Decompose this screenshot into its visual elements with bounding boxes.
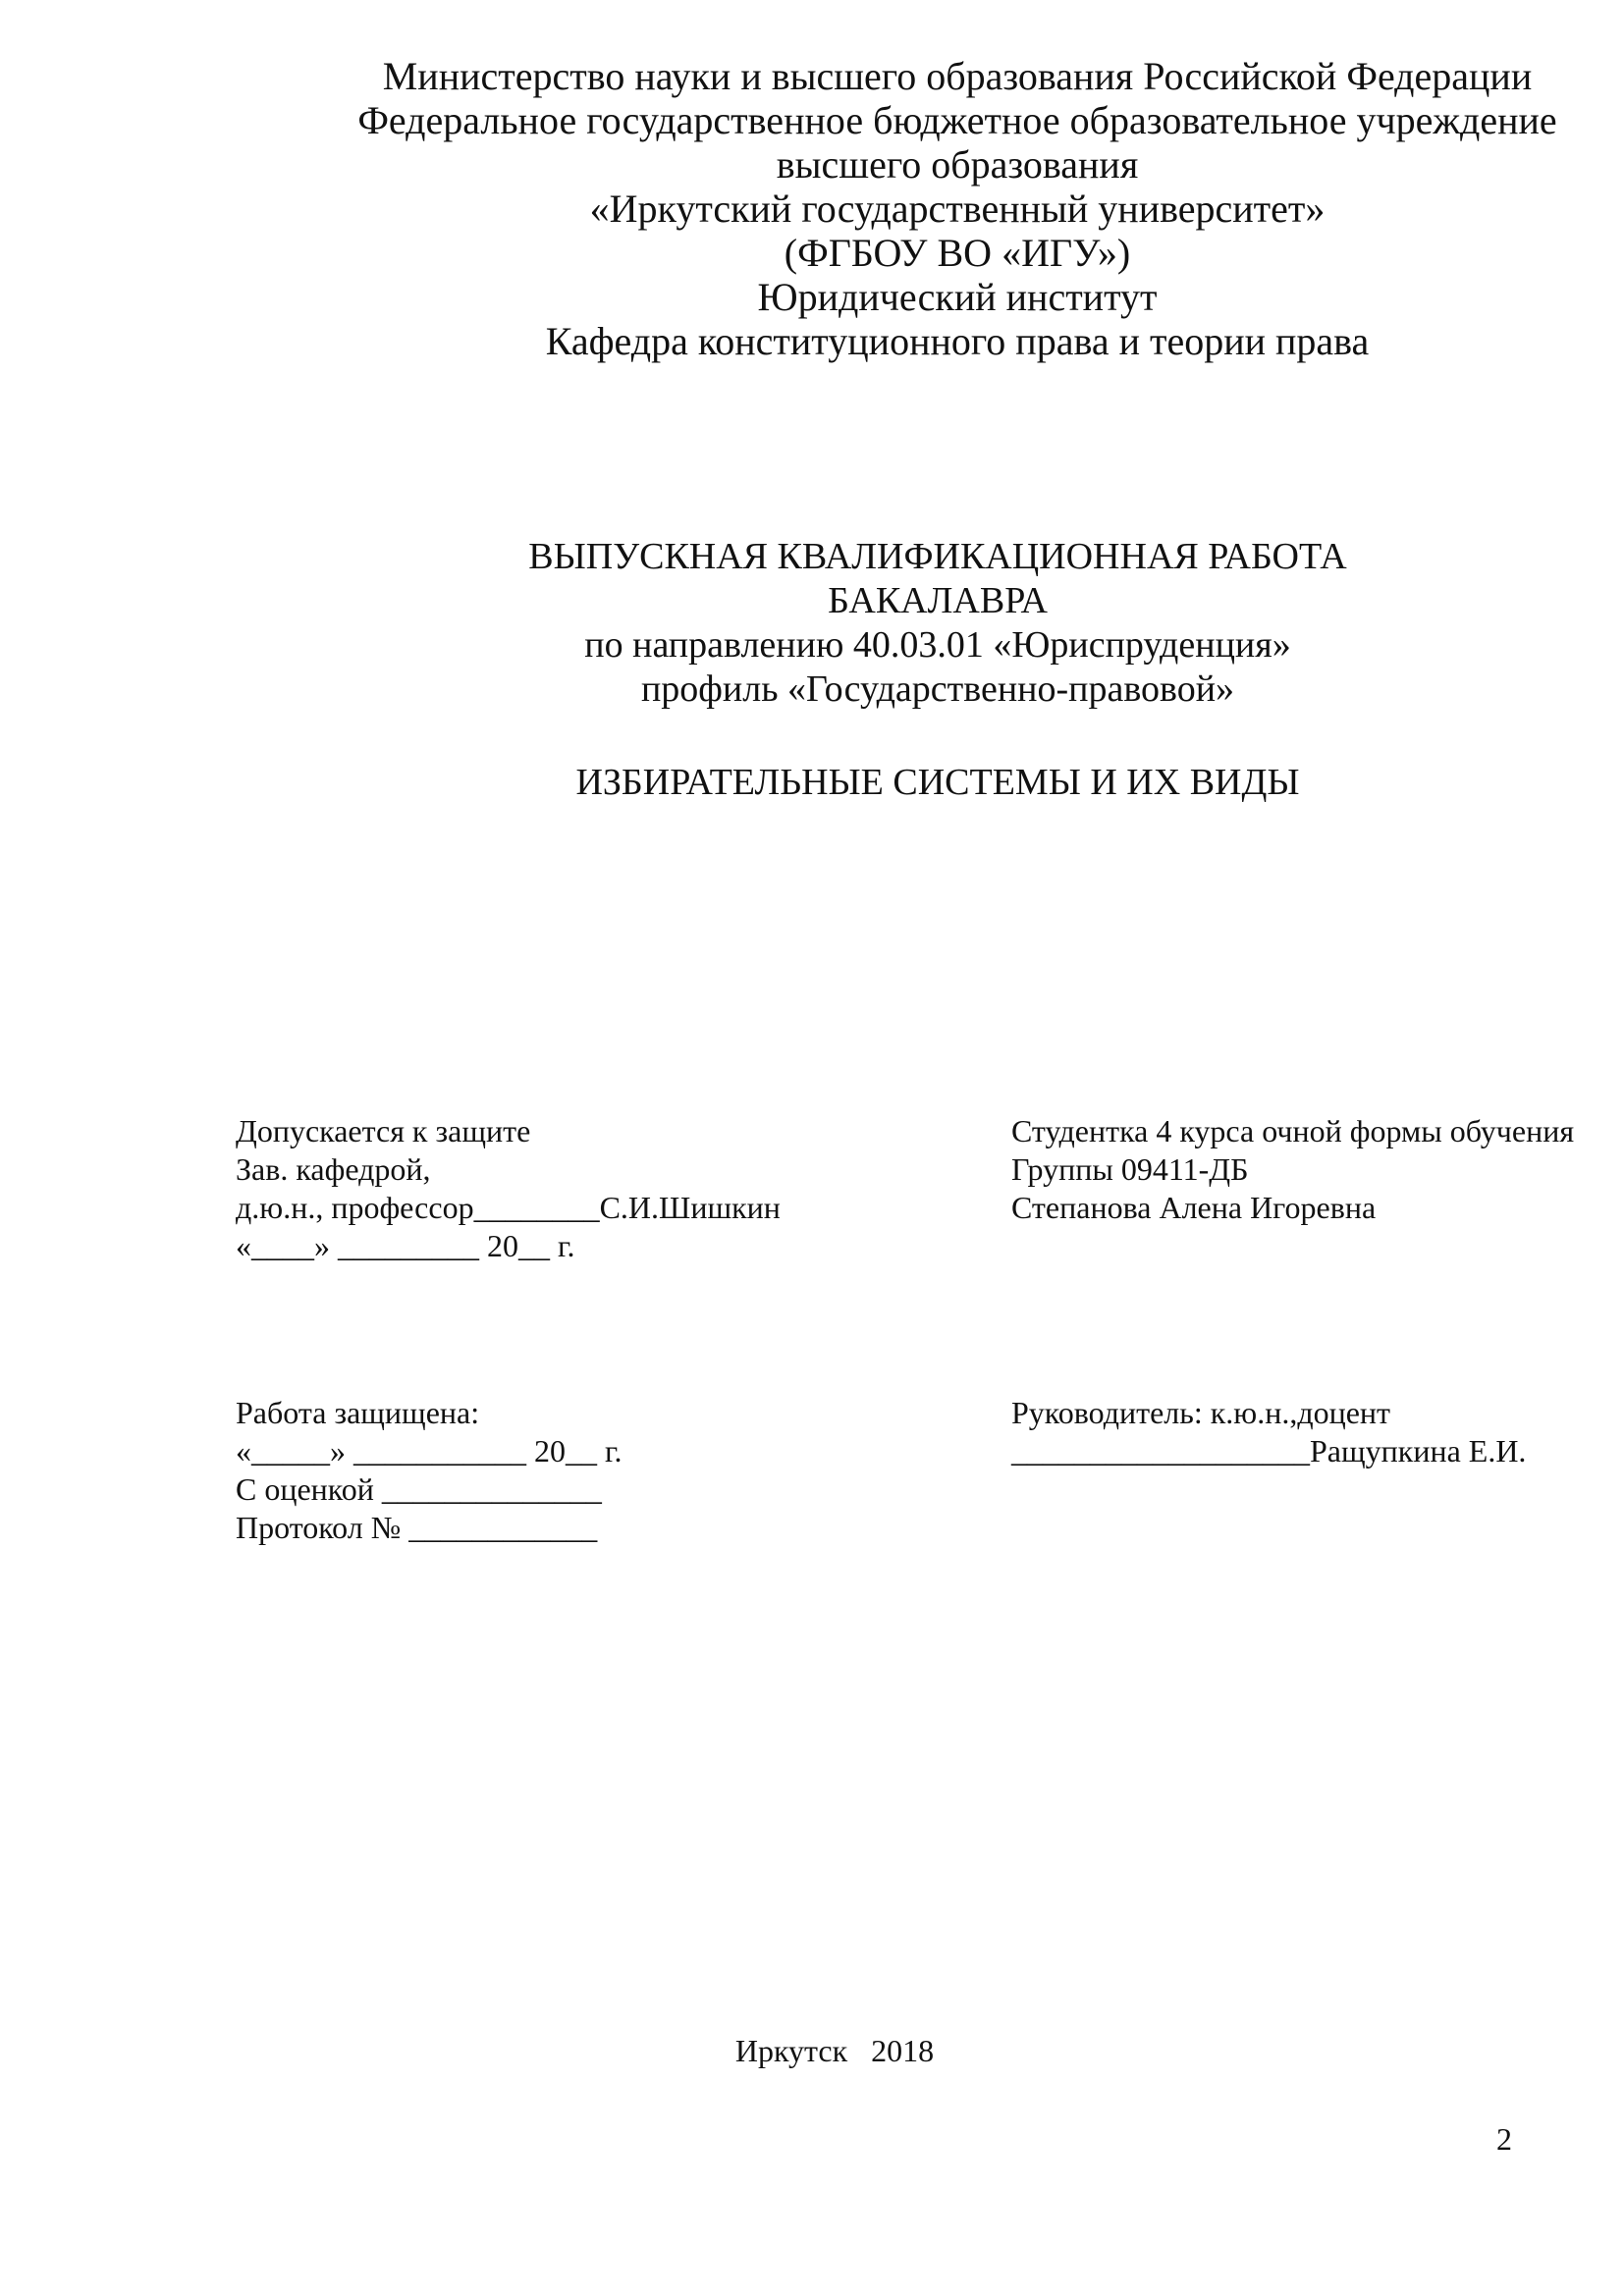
defense-line: Работа защищена: [236,1395,480,1430]
university-name-line: «Иркутский государственный университет» [589,187,1326,231]
student-line: Студентка 4 курса очной формы обучения [1011,1113,1575,1148]
institution-header [324,54,1591,363]
defense-line: Протокол № ____________ [236,1510,598,1545]
admission-line: «____» _________ 20__ г. [236,1228,575,1263]
work-topic: ИЗБИРАТЕЛЬНЫЕ СИСТЕМЫ И ИХ ВИДЫ [575,762,1300,803]
degree-line: БАКАЛАВРА [828,580,1048,621]
work-title-block [427,535,1448,712]
admission-line: Зав. кафедрой, [236,1151,431,1187]
defense-line: «_____» ___________ 20__ г. [236,1433,623,1468]
direction-line: по направлению 40.03.01 «Юриспруденция» [584,624,1291,666]
ministry-line: Министерство науки и высшего образования Российской Федерации [382,54,1533,98]
department-line: Кафедра конституционного права и теории права [545,319,1370,363]
education-level-line: высшего образования [776,142,1139,187]
supervisor-line: ___________________Ращупкина Е.И. [1011,1433,1527,1468]
institution-type-line: Федеральное государственное бюджетное образовательное учреждение [357,98,1557,142]
admission-line: Допускается к защите [236,1113,531,1148]
work-type-line: ВЫПУСКНАЯ КВАЛИФИКАЦИОННАЯ РАБОТА [528,536,1347,577]
supervisor-block [1011,1394,1526,1470]
admission-block [236,1112,781,1265]
student-line: Степанова Алена Игоревна [1011,1190,1377,1225]
university-abbreviation-line: (ФГБОУ ВО «ИГУ») [784,231,1131,275]
institute-line: Юридический институт [757,275,1158,319]
page-number: 2 [1496,2121,1512,2157]
profile-line: профиль «Государственно-правовой» [640,668,1235,710]
defense-line: С оценкой ______________ [236,1471,602,1507]
student-block [1011,1112,1574,1227]
defense-block [236,1394,623,1547]
student-line: Группы 09411-ДБ [1011,1151,1249,1187]
admission-line: д.ю.н., профессор________С.И.Шишкин [236,1190,781,1225]
city-year: Иркутск 2018 [734,2033,935,2068]
supervisor-line: Руководитель: к.ю.н.,доцент [1011,1395,1391,1430]
